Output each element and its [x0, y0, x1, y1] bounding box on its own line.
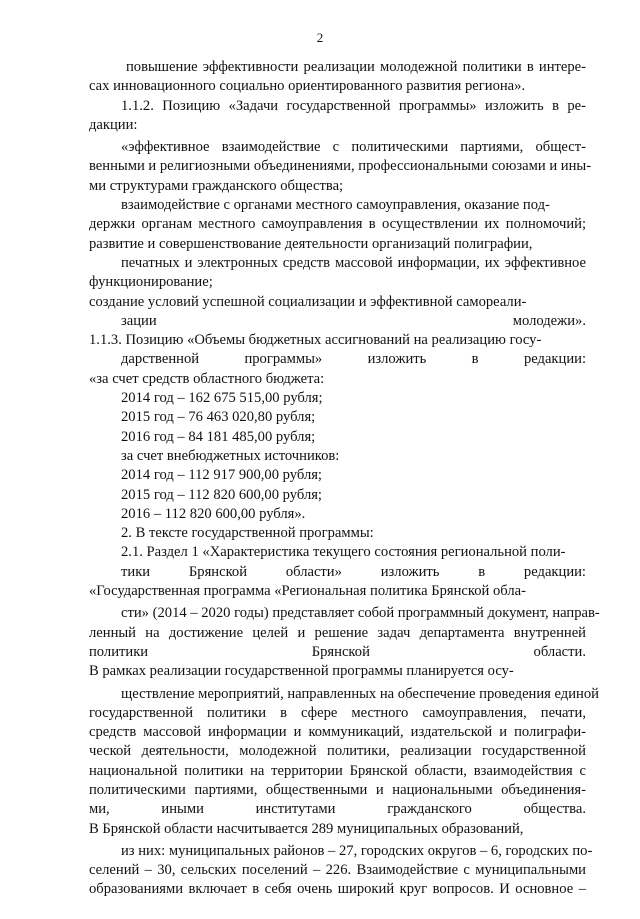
paragraph-line: ленный на достижение целей и решение задач департамента внутренней — [89, 624, 586, 641]
budget-line: за счет внебюджетных источников: — [121, 447, 340, 464]
paragraph-line: 2014 год – 112 917 900,00 рубля; — [121, 467, 322, 484]
paragraph-line: «за счет средств областного бюджета: — [89, 370, 325, 387]
paragraph-line: политики Брянской области. — [89, 643, 586, 660]
paragraph-line: функционирование; — [89, 274, 213, 291]
paragraph-line: ми, иными институтами гражданского общества. — [89, 801, 586, 818]
paragraph-line: сти» (2014 – 2020 годы) представляет собой программный документ, направ- — [121, 605, 600, 622]
paragraph-line: венными и религиозными объединениями, профессиональными союзами и ины- — [89, 158, 592, 175]
budget-line: 2015 год – 76 463 020,80 рубля; — [121, 409, 316, 426]
paragraph-line: В рамках реализации государственной программы планируется осу- — [89, 663, 514, 680]
document-body — [89, 58, 600, 919]
paragraph-line — [89, 900, 586, 919]
paragraph-line: из них: муниципальных районов – 27, городских округов – 6, городских по- — [121, 842, 593, 859]
paragraph-line: создание условий успешной социализации и эффективной самореали- — [89, 293, 527, 310]
paragraph-line: повышение эффективности реализации молодежной политики в интере- — [126, 59, 586, 75]
paragraph-line: ми структурами гражданского общества; — [89, 177, 344, 194]
budget-line: 2. В тексте государственной программы: — [121, 525, 374, 542]
paragraph-line: 2014 год – 162 675 515,00 рубля; — [121, 390, 323, 407]
paragraph-line: образованиями включает в себя очень широкий круг вопросов. И основное – — [89, 881, 586, 898]
paragraph-line: селений – 30, сельских поселений – 226. Взаимодействие с муниципальными — [89, 862, 586, 879]
paragraph-line: дакции: — [89, 116, 138, 133]
paragraph-line: развитие и совершенствование деятельности организаций полиграфии, — [89, 235, 533, 252]
budget-line: 2015 год – 112 820 600,00 рубля; — [121, 486, 322, 503]
budget-line: 2016 – 112 820 600,00 рубля». — [121, 505, 306, 522]
paragraph-line: печатных и электронных средств массовой информации, их эффективное — [121, 254, 586, 271]
paragraph-line: «Государственная программа «Региональная политика Брянской обла- — [89, 583, 526, 600]
paragraph-line: «эффективное взаимодействие с политическими партиями, общест- — [121, 139, 586, 156]
paragraph-line: тики Брянской области» изложить в редакции: — [121, 563, 586, 580]
paragraph-line: В Брянской области насчитывается 289 муниципальных образований, — [89, 820, 524, 837]
paragraph-line: зации молодежи». — [121, 312, 586, 329]
budget-line: 2016 год – 84 181 485,00 рубля; — [121, 428, 316, 445]
paragraph-line: дарственной программы» изложить в редакции: — [121, 351, 586, 368]
paragraph-line: средств массовой информации и коммуникаций, издательской и полиграфи- — [89, 724, 586, 741]
paragraph-line: 2.1. Раздел 1 «Характеристика текущего состояния региональной поли- — [121, 544, 566, 561]
paragraph-line: национальной политики на территории Брянской области, взаимодействия с — [89, 762, 586, 779]
paragraph-line: государственной политики в сфере местного самоуправления, печати, — [89, 704, 586, 721]
paragraph-line: ществление мероприятий, направленных на обеспечение проведения единой — [121, 685, 599, 702]
paragraph-line: сах инновационного социально ориентированного развития региона». — [89, 78, 526, 95]
paragraph-line: держки органам местного самоуправления в осуществлении их полномочий; — [89, 216, 586, 233]
paragraph-line: ческой деятельности, молодежной политики, реализации государственной — [89, 743, 586, 760]
page-number: 2 — [316, 30, 324, 45]
paragraph-line: политическими партиями, общественными и национальными объединения- — [89, 781, 586, 798]
paragraph-line: 1.1.2. Позицию «Задачи государственной программы» изложить в ре- — [121, 97, 586, 114]
paragraph-line: 1.1.3. Позицию «Объемы бюджетных ассигнований на реализацию госу- — [89, 332, 542, 349]
paragraph-line: взаимодействие с органами местного самоуправления, оказание под- — [121, 197, 550, 214]
